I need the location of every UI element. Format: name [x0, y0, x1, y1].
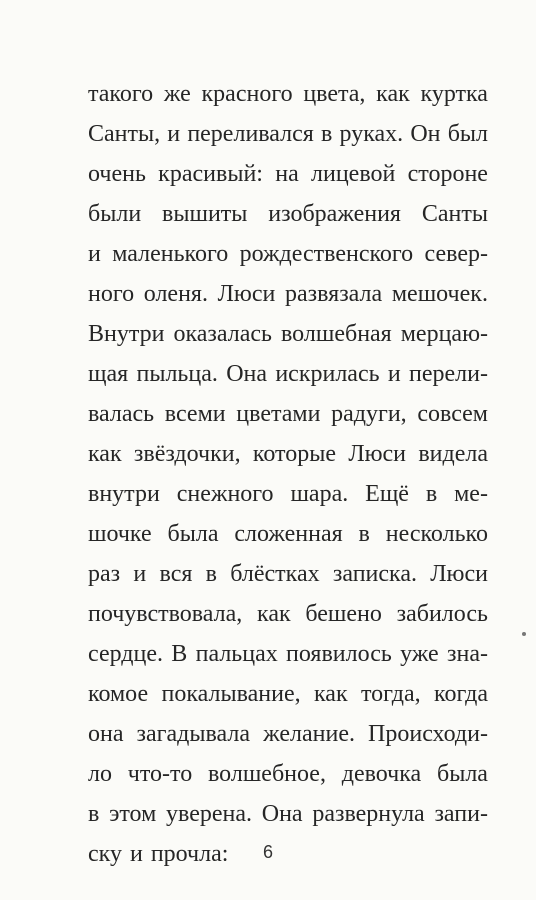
word: Внутри — [88, 321, 165, 347]
word: в — [205, 561, 218, 587]
word: этом — [109, 801, 157, 827]
word: был — [447, 121, 488, 147]
word: руках. — [339, 121, 404, 147]
word: были — [88, 201, 142, 227]
word: куртка — [420, 81, 488, 107]
word: и — [88, 241, 101, 267]
text-line — [88, 754, 488, 794]
paper-speck — [522, 632, 526, 636]
word: искрилась — [275, 361, 380, 387]
word: цвета, — [303, 81, 366, 107]
word: маленького — [112, 241, 229, 267]
word: Он — [410, 121, 441, 147]
word: Санты — [421, 201, 488, 227]
word: красного — [201, 81, 293, 107]
word: уверена. — [166, 801, 253, 827]
word: в — [358, 521, 370, 547]
word: совсем — [417, 401, 488, 427]
word: шара. — [290, 481, 349, 507]
word: переливался — [187, 121, 314, 147]
text-line — [88, 354, 488, 394]
word: Люси — [217, 281, 276, 307]
word: на — [275, 161, 299, 187]
text-line — [88, 234, 488, 274]
word: ме- — [454, 481, 488, 507]
word: Люси — [430, 561, 488, 587]
word: оказалась — [173, 321, 273, 347]
word: звёздочки, — [133, 441, 241, 467]
word: забилось — [396, 601, 488, 627]
word: тогда, — [360, 681, 421, 707]
word: мерцаю- — [400, 321, 488, 347]
word: ного — [88, 281, 135, 307]
word: что-то — [127, 761, 193, 787]
word: и — [387, 361, 401, 387]
word: Она — [226, 361, 268, 387]
word: очень — [88, 161, 146, 187]
page-number: 6 — [262, 842, 273, 862]
word: и — [129, 841, 143, 867]
word: лицевой — [311, 161, 396, 187]
word: радуги, — [331, 401, 407, 427]
text-line — [88, 194, 488, 234]
word: красивый: — [158, 161, 263, 187]
word: Люси — [348, 441, 407, 467]
text-line — [88, 394, 488, 434]
word: зна- — [447, 641, 488, 667]
word: покалывание, — [161, 681, 301, 707]
word: стороне — [407, 161, 488, 187]
word: девочка — [341, 761, 422, 787]
word: видела — [418, 441, 488, 467]
word: шочке — [88, 521, 152, 547]
word: уже — [400, 641, 439, 667]
text-line — [88, 274, 488, 314]
word: появилось — [286, 641, 392, 667]
word: Санты, — [88, 121, 161, 147]
word: как — [88, 441, 122, 467]
word: изображения — [268, 201, 401, 227]
word: всеми — [164, 401, 226, 427]
word: раз — [88, 561, 121, 587]
word: север- — [424, 241, 488, 267]
text-line — [88, 74, 488, 114]
word: и — [167, 121, 181, 147]
word: вышиты — [162, 201, 248, 227]
word: же — [163, 81, 191, 107]
word: прочла: — [150, 841, 229, 867]
word: бешено — [305, 601, 382, 627]
text-line — [88, 114, 488, 154]
word: волшебная — [281, 321, 392, 347]
word: пальцах — [195, 641, 278, 667]
word: блёстках — [230, 561, 320, 587]
word: она — [88, 721, 124, 747]
text-line — [88, 794, 488, 834]
text-line — [88, 314, 488, 354]
word: Ещё — [365, 481, 409, 507]
word: развернула — [312, 801, 425, 827]
word: В — [171, 641, 188, 667]
word: снежного — [176, 481, 274, 507]
word: валась — [88, 401, 155, 427]
word: сердце. — [88, 641, 163, 667]
word: оленя. — [143, 281, 208, 307]
text-line — [88, 554, 488, 594]
word: вся — [159, 561, 193, 587]
word: почувствовала, — [88, 601, 243, 627]
word: как — [376, 81, 410, 107]
word: пыльца. — [136, 361, 218, 387]
word: такого — [88, 81, 154, 107]
word: волшебное, — [207, 761, 326, 787]
word: Она — [261, 801, 303, 827]
word: как — [314, 681, 348, 707]
text-line — [88, 594, 488, 634]
text-line — [88, 154, 488, 194]
word: которые — [252, 441, 336, 467]
word: ску — [88, 841, 122, 867]
word: цветами — [236, 401, 321, 427]
word: и — [133, 561, 147, 587]
word: была — [436, 761, 488, 787]
word: как — [257, 601, 291, 627]
text-line — [88, 514, 488, 554]
word: была — [167, 521, 219, 547]
word: комое — [88, 681, 149, 707]
word: загадывала — [136, 721, 251, 747]
word: Происходи- — [368, 721, 488, 747]
word: в — [88, 801, 100, 827]
word: записка. — [332, 561, 417, 587]
text-line — [88, 714, 488, 754]
word: мешочек. — [391, 281, 488, 307]
word: несколько — [385, 521, 488, 547]
body-text — [88, 74, 488, 874]
word: ло — [88, 761, 112, 787]
word: внутри — [88, 481, 160, 507]
word: щая — [88, 361, 129, 387]
word: перели- — [409, 361, 488, 387]
text-line — [88, 634, 488, 674]
word: желание. — [263, 721, 355, 747]
text-line — [88, 434, 488, 474]
word: рождественского — [239, 241, 414, 267]
word: развязала — [285, 281, 383, 307]
word: запи- — [434, 801, 488, 827]
word: в — [321, 121, 333, 147]
word: в — [425, 481, 438, 507]
text-line — [88, 474, 488, 514]
word: когда — [434, 681, 488, 707]
text-line — [88, 674, 488, 714]
word: сложенная — [234, 521, 343, 547]
